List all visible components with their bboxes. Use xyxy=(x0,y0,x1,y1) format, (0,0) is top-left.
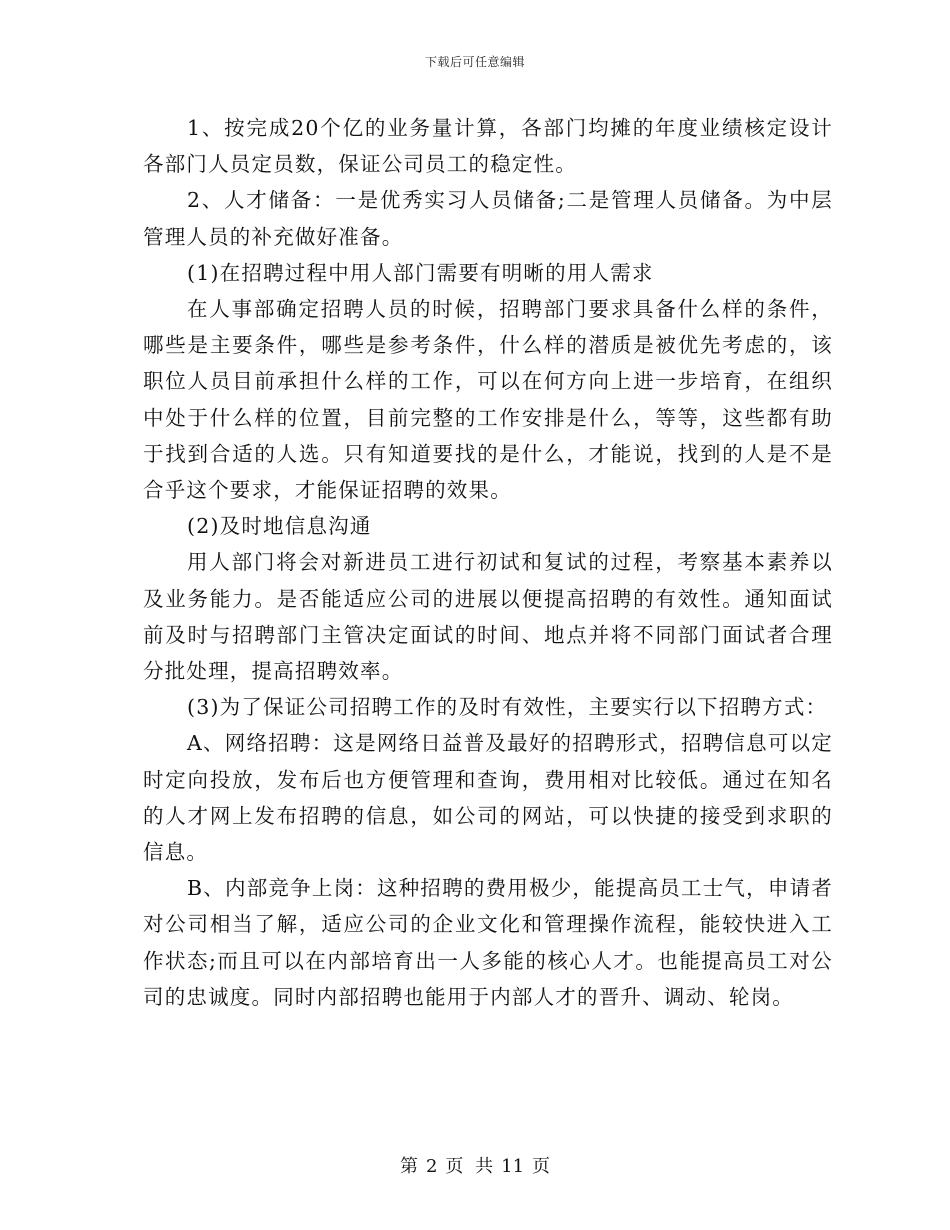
footer-prefix: 第 xyxy=(399,1156,418,1177)
footer-page-number: 2 xyxy=(425,1156,438,1177)
page-footer xyxy=(0,1152,950,1178)
subheading-1: (1)在招聘过程中用人部门需要有明晰的用人需求 xyxy=(187,260,654,285)
footer-suffix: 页 xyxy=(532,1156,551,1177)
footer-total-pages: 11 xyxy=(501,1156,525,1177)
header-note: 下载后可任意编辑 xyxy=(424,55,525,69)
footer-middle: 页 共 xyxy=(445,1156,494,1177)
paragraph-6: B、内部竞争上岗：这种招聘的费用极少，能提高员工士气，申请者对公司相当了解，适应公司的企业文化和管理操作流程，能较快进入工作状态;而且可以在内部培育出一人多能的核心人才。也能提高员工对公司的忠诚度。同时内部招聘也能用于内部人才的晋升、调动、轮岗。 xyxy=(143,876,833,1009)
subheading-3: (3)为了保证公司招聘工作的及时有效性，主要实行以下招聘方式： xyxy=(187,695,828,720)
paragraph-2: 2、人才储备：一是优秀实习人员储备;二是管理人员储备。为中层管理人员的补充做好准备。 xyxy=(143,188,833,249)
paragraph-5: A、网络招聘：这是网络日益普及最好的招聘形式，招聘信息可以定时定向投放，发布后也方便管理和查询，费用相对比较低。通过在知名的人才网上发布招聘的信息，如公司的网站，可以快捷的接受到求职的信息。 xyxy=(143,731,833,865)
paragraph-4: 用人部门将会对新进员工进行初试和复试的过程，考察基本素养以及业务能力。是否能适应公司的进展以便提高招聘的有效性。通知面试前及时与招聘部门主管决定面试的时间、地点并将不同部门面试者合理分批处理，提高招聘效率。 xyxy=(143,550,833,684)
paragraph-1: 1、按完成20个亿的业务量计算，各部门均摊的年度业绩核定设计各部门人员定员数，保证公司员工的稳定性。 xyxy=(143,116,833,177)
paragraph-3: 在人事部确定招聘人员的时候，招聘部门要求具备什么样的条件，哪些是主要条件，哪些是参考条件，什么样的潜质是被优先考虑的，该职位人员目前承担什么样的工作，可以在何方向上进一步培育，在组织中处于什么样的位置，目前完整的工作安排是什么，等等，这些都有助于找到合适的人选。只有知道要找的是什么，才能说，找到的人是不是合乎这个要求，才能保证招聘的效果。 xyxy=(143,297,833,503)
subheading-2: (2)及时地信息沟通 xyxy=(187,514,372,539)
document-body xyxy=(143,110,833,1015)
